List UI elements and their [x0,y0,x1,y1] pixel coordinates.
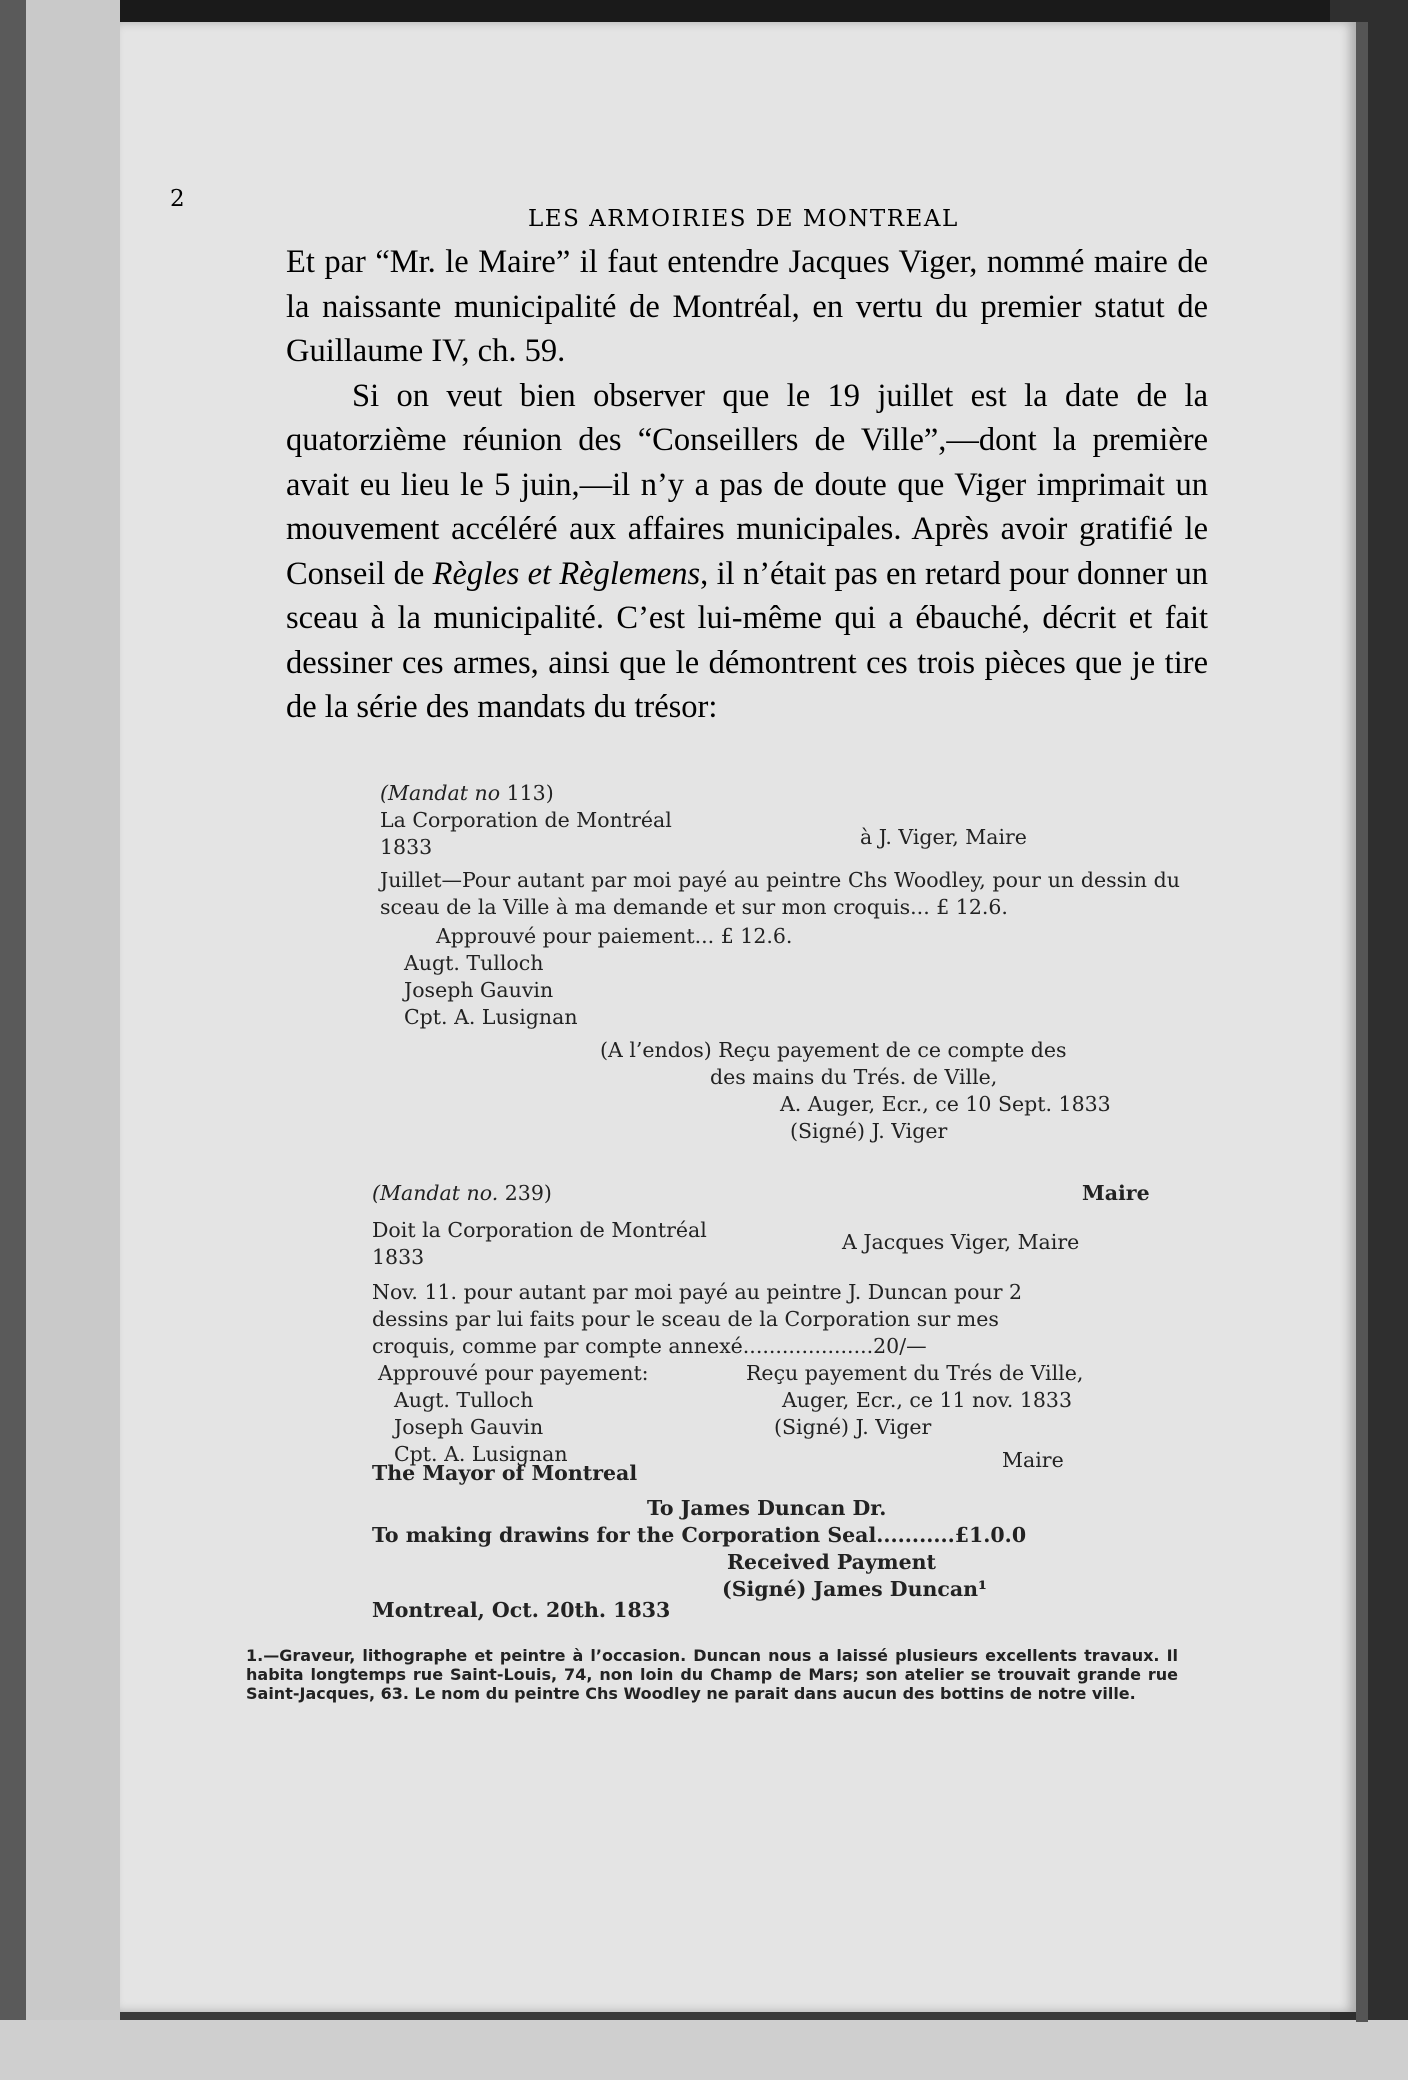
mandat-239: (Mandat no. 239) Maire Doit la Corporation de Montréal A Jacques Viger, Maire 1833 Nov. 11. pour autant par moi payé au peintre J. Duncan pour 2 dessins par lui faits pour le sceau de la Corporation sur mes croquis, comme par compte annexé....................20/— Approuvé pour payement: Reçu payement du Trés de Ville, Augt. Tulloch Auger, Ecr., ce 11 nov. 1833 Joseph Gauvin (Signé) J. Viger Cpt. A. Lusignan Maire [372,1180,1187,1468]
endos-line: A. Auger, Ecr., ce 10 Sept. 1833 [780,1092,1111,1116]
mandat-to: A Jacques Viger, Maire [842,1230,1080,1254]
maire-label: Maire [1082,1181,1150,1205]
signer: Cpt. A. Lusignan [394,1442,568,1466]
mandat-corp: La Corporation de Montréal [380,808,672,832]
recu-line: (Signé) J. Viger [774,1415,932,1439]
mandat-corp: Doit la Corporation de Montréal [372,1218,707,1242]
endos-line: (A l’endos) Reçu payement de ce compte des [600,1038,1067,1062]
paragraph-1: Et par “Mr. le Maire” il faut entendre Jacques Viger, nommé maire de la naissante municipalité de Montréal, en vertu du premier statut de Guillaume IV, ch. 59. [286,244,1208,369]
signer: Augt. Tulloch [394,1388,534,1412]
signer: Augt. Tulloch [404,951,544,975]
receipt-line: The Mayor of Montreal [372,1461,638,1485]
signer: Joseph Gauvin [404,978,554,1002]
mandat-year: 1833 [380,835,433,859]
receipt-line: To making drawins for the Corporation Seal...........£1.0.0 [372,1523,1027,1547]
mandat-ref: (Mandat no [380,781,501,805]
receipt-line: Received Payment [727,1550,936,1574]
duncan-receipt [372,1460,1187,1624]
receipt-line: To James Duncan Dr. [647,1496,887,1520]
footnote: 1.—Graveur, lithographe et peintre à l’occasion. Duncan nous a laissé plusieurs excellents travaux. Il habita longtemps rue Saint-Louis, 74, non loin du Champ de Mars; son atelier se trouvait grande rue Saint-Jacques, 63. Le nom du peintre Chs Woodley ne parait dans aucun des bottins de notre ville. [246,1646,1178,1703]
page-number: 2 [170,186,185,212]
paragraph-2: Si on veut bien observer que le 19 juillet est la date de la quatorzième réunion des “Conseillers de Ville”,—dont la première avait eu lieu le 5 juin,—il n’y a pas de doute que Viger imprimait un mouvement accéléré aux affaires municipales. Après avoir gratifié le Conseil de Règles et Règlemens, il n’était pas en retard pour donner un sceau à la municipalité. C’est lui-même qui a ébauché, décrit et fait dessiner ces armes, ainsi que le démontrent ces trois pièces que je tire de la série des mandats du trésor: [286,377,1209,725]
mandat-year: 1833 [372,1245,425,1269]
scan-border-top [0,0,1408,22]
mandat-text-line: croquis, comme par compte annexé....................20/— [372,1334,927,1358]
mandat-text: Juillet—Pour autant par moi payé au peintre Chs Woodley, pour un dessin du sceau de la Ville à ma demande et sur mon croquis... £ 12.6. [380,868,1180,919]
page-edge [1356,22,1368,2022]
running-head: LES ARMOIRIES DE MONTREAL [528,206,959,232]
receipt-line: (Signé) James Duncan¹ [722,1577,988,1601]
endos-line: (Signé) J. Viger [790,1119,948,1143]
mandat-text-line: Nov. 11. pour autant par moi payé au peintre J. Duncan pour 2 [372,1280,1023,1304]
scan-border-bottom [0,2020,1408,2080]
scan-border-strip [0,0,26,2080]
mandat-ref: (Mandat no. [372,1181,499,1205]
recu-line: Reçu payement du Trés de Ville, [746,1361,1084,1385]
mandat-text-line: dessins par lui faits pour le sceau de la Corporation sur mes [372,1307,999,1331]
endos-line: des mains du Trés. de Ville, [710,1065,998,1089]
mandat-to: à J. Viger, Maire [860,825,1027,849]
mandat-approved: Approuvé pour paiement... £ 12.6. [436,924,793,948]
signer: Joseph Gauvin [394,1415,544,1439]
mandat-approved: Approuvé pour payement: [378,1361,649,1385]
recu-line: Maire [1002,1448,1064,1472]
scan-border-left [0,0,120,2080]
signer: Cpt. A. Lusignan [404,1005,578,1029]
mandat-113: (Mandat no 113) La Corporation de Montréal 1833 à J. Viger, Maire Juillet—Pour autant par moi payé au peintre Chs Woodley, pour un dessin du sceau de la Ville à ma demande et sur mon croquis... £ 12.6. Approuvé pour paiement... £ 12.6. Augt. Tulloch Joseph Gauvin Cpt. A. Lusignan (A l’endos) Reçu payement de ce compte des des mains du Trés. de Ville, A. Auger, Ecr., ce 10 Sept. 1833 (Signé) J. Viger [380,781,1180,1143]
body-text [286,240,1208,730]
recu-line: Auger, Ecr., ce 11 nov. 1833 [782,1388,1073,1412]
receipt-line: Montreal, Oct. 20th. 1833 [372,1598,671,1622]
